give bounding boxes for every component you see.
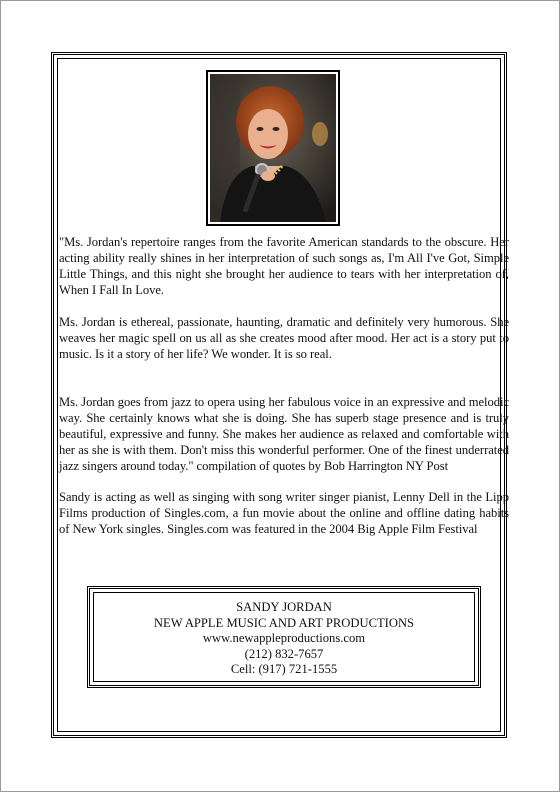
portrait-photo-icon	[210, 74, 336, 222]
contact-phone: (212) 832-7657	[244, 646, 324, 661]
contact-name: SANDY JORDAN	[236, 600, 332, 614]
contact-cell: Cell: (917) 721-1555	[230, 662, 338, 676]
bio-text	[59, 234, 509, 537]
contact-box	[87, 586, 481, 688]
bio-paragraph-3: Ms. Jordan goes from jazz to opera using her fabulous voice in an expressive and melodic way. She certainly knows what she is doing. She has superb stage presence and is truly beautiful, expressive and funny. She makes her audience as relaxed and comfortable with her as she is with them. Don't miss this wonderful performer. One of the finest underrated jazz singers around today." compilation of quotes by Bob Harrington NY Post	[59, 395, 509, 473]
portrait-photo-frame	[206, 70, 340, 226]
contact-company: NEW APPLE MUSIC AND ART PRODUCTIONS	[153, 615, 415, 630]
bio-paragraph-4: Sandy is acting as well as singing with song writer singer pianist, Lenny Dell in the Lipp Films production of Singles.com, a fun movie about the online and offline dating habits of New York singles. Singles.com was featured in the 2004 Big Apple Film Festival	[59, 490, 509, 536]
contact-website-link[interactable]: www.newappleproductions.com	[202, 631, 366, 645]
bio-paragraph-2: Ms. Jordan is ethereal, passionate, haunting, dramatic and definitely very humorous. She weaves her magic spell on us all as she creates mood after mood. Her act is a story put to music. Is it a story of her life? We wonder. It is so real.	[59, 315, 509, 361]
bio-paragraph-1: "Ms. Jordan's repertoire ranges from the favorite American standards to the obscure. Her acting ability really shines in her interpretation of such songs as, I'm All I've Got, Simple Little Things, and this night she brought her audience to tears with her interpretation of, When I Fall In Love.	[59, 235, 509, 297]
